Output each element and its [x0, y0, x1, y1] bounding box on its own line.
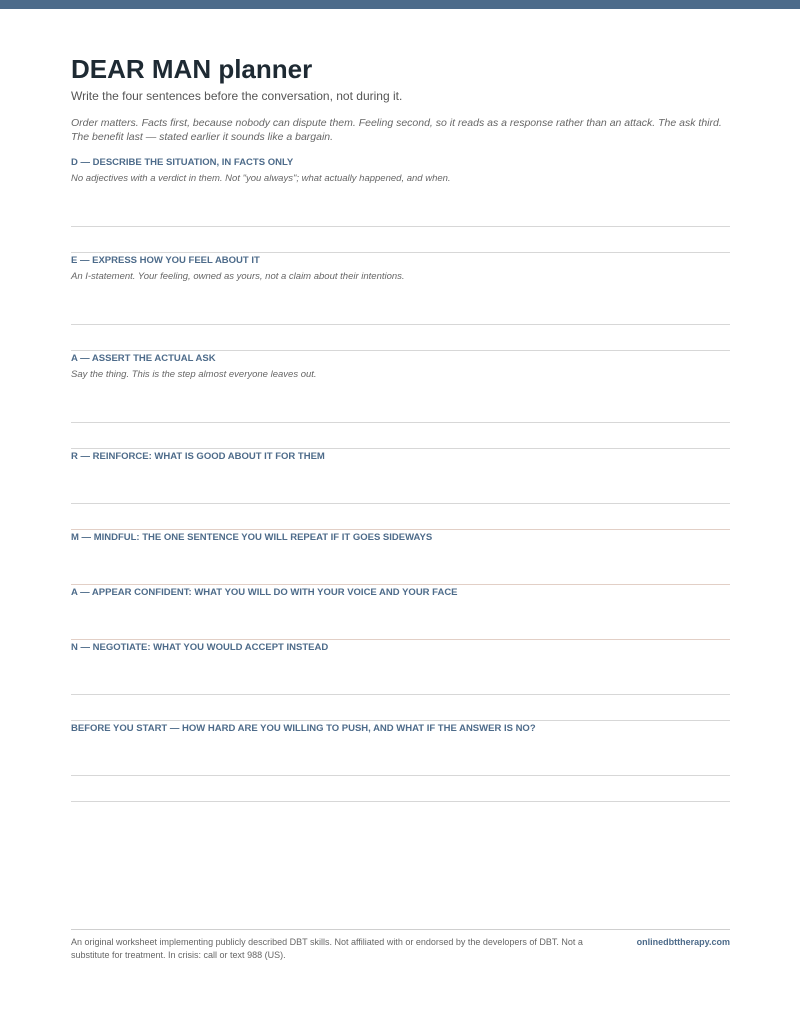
writing-line[interactable]	[71, 503, 730, 504]
section-assert	[71, 353, 730, 381]
section-heading: A — ASSERT THE ACTUAL ASK	[71, 353, 216, 364]
page-title: DEAR MAN planner	[71, 54, 313, 84]
section-express	[71, 255, 730, 283]
section-appear-confident	[71, 587, 730, 599]
writing-line[interactable]	[71, 529, 730, 530]
writing-line[interactable]	[71, 694, 730, 695]
writing-line[interactable]	[71, 252, 730, 253]
section-negotiate	[71, 642, 730, 654]
writing-line[interactable]	[71, 422, 730, 423]
section-hint: An I-statement. Your feeling, owned as yours, not a claim about their intentions.	[71, 271, 405, 282]
section-heading: D — DESCRIBE THE SITUATION, IN FACTS ONLY	[71, 157, 294, 168]
writing-line[interactable]	[71, 584, 730, 585]
section-before-you-start	[71, 723, 730, 735]
section-heading: BEFORE YOU START — HOW HARD ARE YOU WILLING TO PUSH, AND WHAT IF THE ANSWER IS NO?	[71, 723, 536, 734]
section-heading: A — APPEAR CONFIDENT: WHAT YOU WILL DO WITH YOUR VOICE AND YOUR FACE	[71, 587, 458, 598]
intro-paragraph: Order matters. Facts first, because nobody can dispute them. Feeling second, so it reads as a response rather than an attack. The ask third. The benefit last — stated earlier it sounds like a bargain.	[71, 117, 722, 143]
section-describe	[71, 157, 730, 185]
section-hint: Say the thing. This is the step almost everyone leaves out.	[71, 369, 317, 380]
writing-line[interactable]	[71, 801, 730, 802]
section-heading: E — EXPRESS HOW YOU FEEL ABOUT IT	[71, 255, 260, 266]
section-mindful	[71, 532, 730, 544]
writing-line[interactable]	[71, 720, 730, 721]
page-subtitle: Write the four sentences before the conversation, not during it.	[71, 89, 403, 103]
section-reinforce	[71, 451, 730, 463]
writing-line[interactable]	[71, 775, 730, 776]
section-hint: No adjectives with a verdict in them. Not "you always"; what actually happened, and when.	[71, 173, 451, 184]
footer-divider	[71, 929, 730, 930]
section-heading: N — NEGOTIATE: WHAT YOU WOULD ACCEPT INSTEAD	[71, 642, 329, 653]
footer-site-link[interactable]: onlinedbttherapy.com	[636, 937, 730, 947]
writing-line[interactable]	[71, 639, 730, 640]
writing-line[interactable]	[71, 324, 730, 325]
writing-line[interactable]	[71, 448, 730, 449]
section-heading: M — MINDFUL: THE ONE SENTENCE YOU WILL REPEAT IF IT GOES SIDEWAYS	[71, 532, 433, 543]
footer-disclaimer: An original worksheet implementing publicly described DBT skills. Not affiliated with or endorsed by the developers of DBT. Not a substitute for treatment. In crisis: call or text 988 (US).	[71, 937, 583, 960]
section-heading: R — REINFORCE: WHAT IS GOOD ABOUT IT FOR THEM	[71, 451, 325, 462]
writing-line[interactable]	[71, 350, 730, 351]
top-accent-bar	[0, 0, 800, 9]
writing-line[interactable]	[71, 226, 730, 227]
